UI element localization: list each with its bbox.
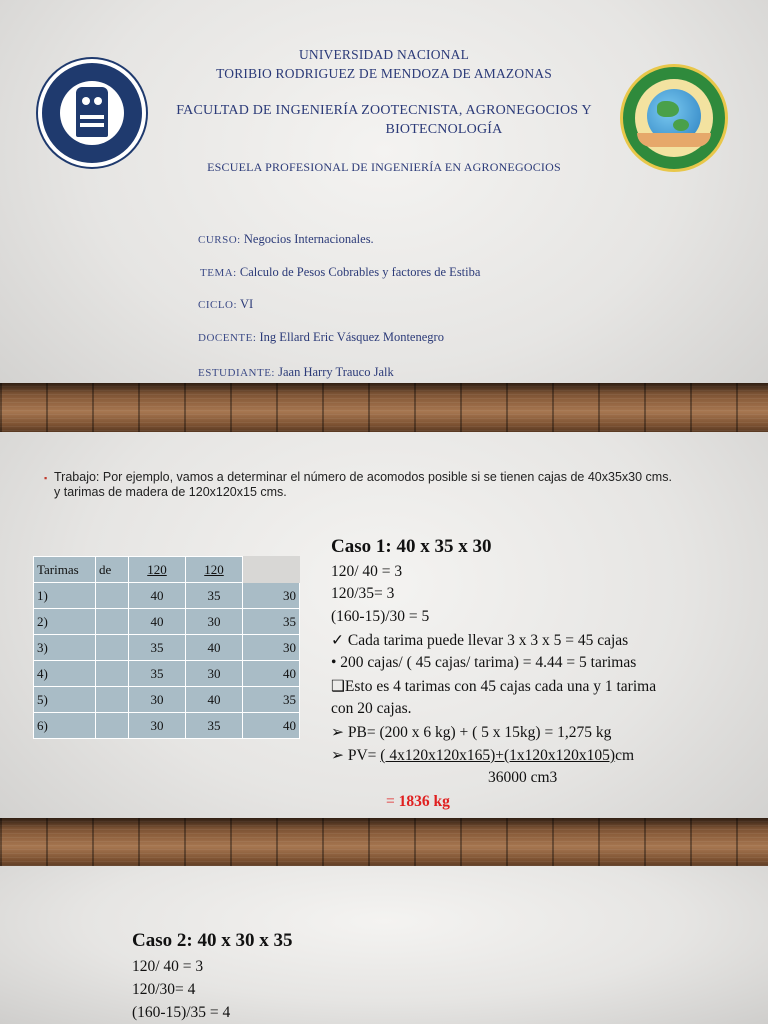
case2-slide [0, 866, 768, 1024]
university-name-line2: TORIBIO RODRIGUEZ DE MENDOZA DE AMAZONAS [216, 66, 552, 81]
calc-line: 120/35= 3 [331, 585, 395, 602]
university-name-line1: UNIVERSIDAD NACIONAL [298, 47, 470, 62]
calc-line: (160-15)/35 = 4 [132, 1004, 231, 1021]
check-line: ✓ Cada tarima puede llevar 3 x 3 x 5 = 45 cajas [331, 632, 629, 649]
info-docente: DOCENTE: Ing Ellard Eric Vásquez Montenegro [198, 330, 444, 344]
school-name: ESCUELA PROFESIONAL DE INGENIERÍA EN AGRONEGOCIOS [207, 160, 561, 174]
table-row: 3) 35 40 30 [34, 635, 300, 661]
case1-title: Caso 1: 40 x 35 x 30 [331, 536, 492, 557]
case1-slide [0, 432, 768, 866]
tarimas-table [33, 556, 300, 739]
pv-line: ➢ PV= ( 4x120x120x165)+(1x120x120x105)cm [331, 747, 634, 764]
box-line: ❑Esto es 4 tarimas con 45 cajas cada una y 1 tarima [331, 678, 657, 695]
info-ciclo: CICLO: VI [198, 297, 254, 311]
case2-title: Caso 2: 40 x 30 x 35 [132, 930, 293, 951]
faculty-line1: FACULTAD DE INGENIERÍA ZOOTECNISTA, AGRONEGOCIOS Y [176, 103, 592, 118]
table-row: 1) 40 35 30 [34, 583, 300, 609]
calc-line: 120/30= 4 [132, 981, 196, 998]
info-tema: TEMA: Calculo de Pesos Cobrables y factores de Estiba [200, 265, 481, 279]
wood-floor [0, 383, 768, 432]
calc-line: (160-15)/30 = 5 [331, 608, 430, 625]
table-row: 6) 30 35 40 [34, 713, 300, 739]
info-estudiante: ESTUDIANTE: Jaan Harry Trauco Jalk [198, 365, 394, 379]
table-header-row: Tarimas de 120 120 [34, 557, 300, 583]
table-row: 2) 40 30 35 [34, 609, 300, 635]
table-row: 4) 35 30 40 [34, 661, 300, 687]
title-slide [0, 0, 768, 432]
bullet-line: • 200 cajas/ ( 45 cajas/ tarima) = 4.44 = 5 tarimas [331, 654, 637, 671]
pv-result: = 1836 kg [386, 793, 450, 810]
bullet-trabajo: ▪ Trabajo: Por ejemplo, vamos a determinar el número de acomodos posible si se tienen cajas de 40x35x30 cms. y tarimas de madera de 120x120x15 cms. [44, 470, 672, 499]
calc-line: 120/ 40 = 3 [331, 563, 403, 580]
bullet-icon: ▪ [44, 473, 48, 483]
pv-divisor: 36000 cm3 [488, 769, 558, 786]
box-line-cont: con 20 cajas. [331, 700, 412, 717]
table-row: 5) 30 40 35 [34, 687, 300, 713]
calc-line: 120/ 40 = 3 [132, 958, 204, 975]
pb-line: ➢ PB= (200 x 6 kg) + ( 5 x 15kg) = 1,275 kg [331, 724, 612, 741]
faculty-line2: BIOTECNOLOGÍA [385, 122, 503, 137]
wood-floor [0, 818, 768, 866]
info-curso: CURSO: Negocios Internacionales. [198, 232, 374, 246]
